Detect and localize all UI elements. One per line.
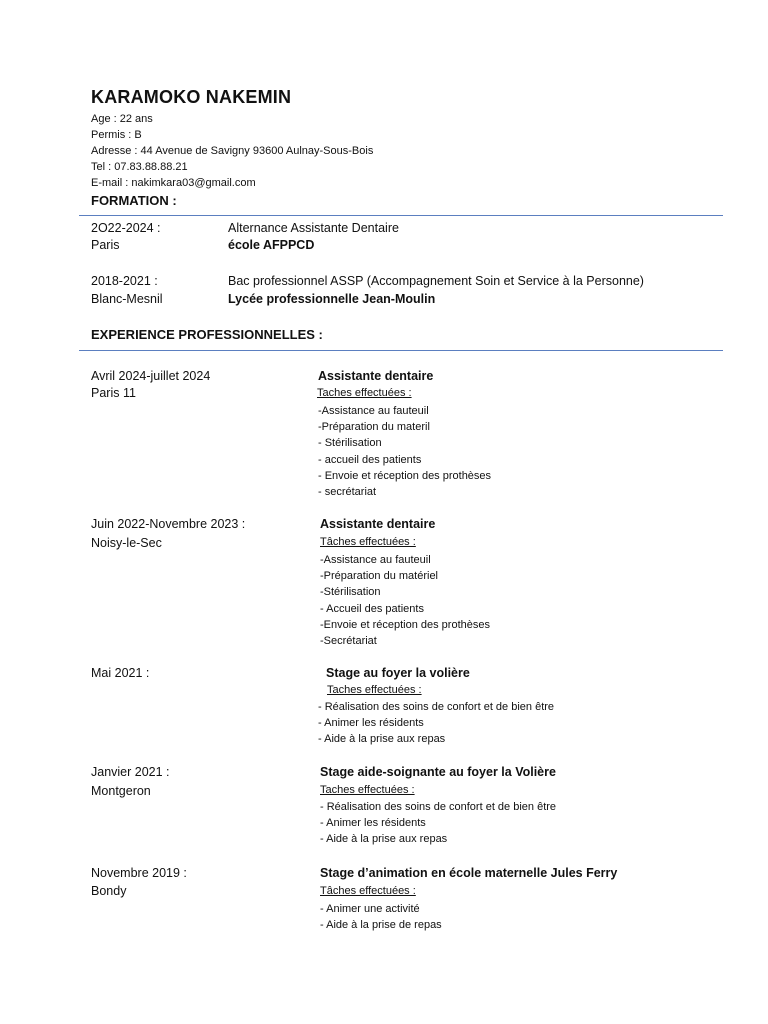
task-item: - Réalisation des soins de confort et de bien être: [320, 801, 557, 813]
formation-2-school: Lycée professionnelle Jean-Moulin: [228, 292, 436, 306]
experience-1-tasks: [318, 403, 491, 500]
permis: Permis : B: [91, 129, 142, 141]
task-item: - Animer une activité: [320, 903, 420, 915]
email: E-mail : nakimkara03@gmail.com: [91, 177, 256, 189]
experience-2-tasks: [320, 552, 490, 649]
experience-3-date: Mai 2021 :: [91, 666, 150, 680]
experience-5-place: Bondy: [91, 884, 127, 898]
experience-2-date: Juin 2022-Novembre 2023 :: [91, 517, 246, 531]
experience-5-tasks: [320, 901, 442, 933]
formation-1-date: 2O22-2024 :: [91, 221, 161, 235]
task-item: - Aide à la prise de repas: [320, 919, 442, 932]
experience-1-date: Avril 2024-juillet 2024: [91, 369, 211, 383]
task-item: - Stérilisation: [318, 437, 382, 450]
experience-2-place: Noisy-le-Sec: [91, 536, 162, 550]
experience-divider: [79, 350, 723, 351]
formation-title: FORMATION :: [91, 193, 177, 208]
formation-1-diploma: Alternance Assistante Dentaire: [228, 221, 399, 235]
formation-2-date: 2018-2021 :: [91, 274, 158, 288]
experience-4-job: Stage aide-soignante au foyer la Volière: [320, 765, 556, 779]
task-item: - Animer les résidents: [320, 817, 426, 830]
task-item: - secrétariat: [318, 486, 377, 499]
age: Age : 22 ans: [91, 113, 153, 125]
experience-5-date: Novembre 2019 :: [91, 866, 187, 880]
task-item: -Préparation du matériel: [320, 570, 439, 583]
task-item: - Animer les résidents: [318, 717, 424, 730]
task-item: - Envoie et réception des prothèses: [318, 469, 492, 482]
task-item: -Stérilisation: [320, 586, 381, 599]
formation-divider: [79, 215, 723, 216]
experience-4-date: Janvier 2021 :: [91, 765, 170, 779]
experience-title: EXPERIENCE PROFESSIONNELLES :: [91, 327, 323, 342]
experience-4-place: Montgeron: [91, 784, 151, 798]
task-item: -Préparation du materil: [318, 421, 430, 434]
experience-5-job: Stage d’animation en école maternelle Jules Ferry: [320, 866, 618, 880]
experience-3-tasks: [318, 699, 554, 748]
task-item: -Assistance au fauteuil: [318, 405, 429, 417]
experience-1-tasks-label: Taches effectuées :: [317, 387, 412, 399]
task-item: -Envoie et réception des prothèses: [320, 618, 490, 631]
experience-1-place: Paris 11: [91, 386, 136, 400]
experience-2-tasks-label: Tâches effectuées :: [320, 536, 416, 548]
task-item: -Assistance au fauteuil: [320, 554, 431, 566]
address: Adresse : 44 Avenue de Savigny 93600 Aulnay-Sous-Bois: [91, 145, 374, 157]
formation-1-place: Paris: [91, 238, 120, 252]
formation-1-school: école AFPPCD: [228, 238, 315, 252]
candidate-name: KARAMOKO NAKEMIN: [91, 87, 292, 107]
task-item: -Secrétariat: [320, 635, 377, 648]
experience-2-job: Assistante dentaire: [320, 517, 436, 531]
task-item: - Aide à la prise aux repas: [320, 833, 448, 846]
experience-3-tasks-label: Taches effectuées :: [327, 684, 422, 696]
task-item: - Réalisation des soins de confort et de bien être: [318, 701, 555, 713]
experience-4-tasks: [320, 799, 556, 848]
task-item: - accueil des patients: [318, 453, 422, 466]
phone: Tel : 07.83.88.88.21: [91, 161, 188, 173]
experience-5-tasks-label: Tâches effectuées :: [320, 885, 416, 897]
formation-2-diploma: Bac professionnel ASSP (Accompagnement Soin et Service à la Personne): [228, 274, 644, 288]
task-item: - Aide à la prise aux repas: [318, 733, 446, 746]
task-item: - Accueil des patients: [320, 602, 424, 615]
experience-4-tasks-label: Taches effectuées :: [320, 784, 415, 796]
experience-3-job: Stage au foyer la volière: [326, 666, 470, 680]
formation-2-place: Blanc-Mesnil: [91, 292, 163, 306]
experience-1-job: Assistante dentaire: [318, 369, 434, 383]
